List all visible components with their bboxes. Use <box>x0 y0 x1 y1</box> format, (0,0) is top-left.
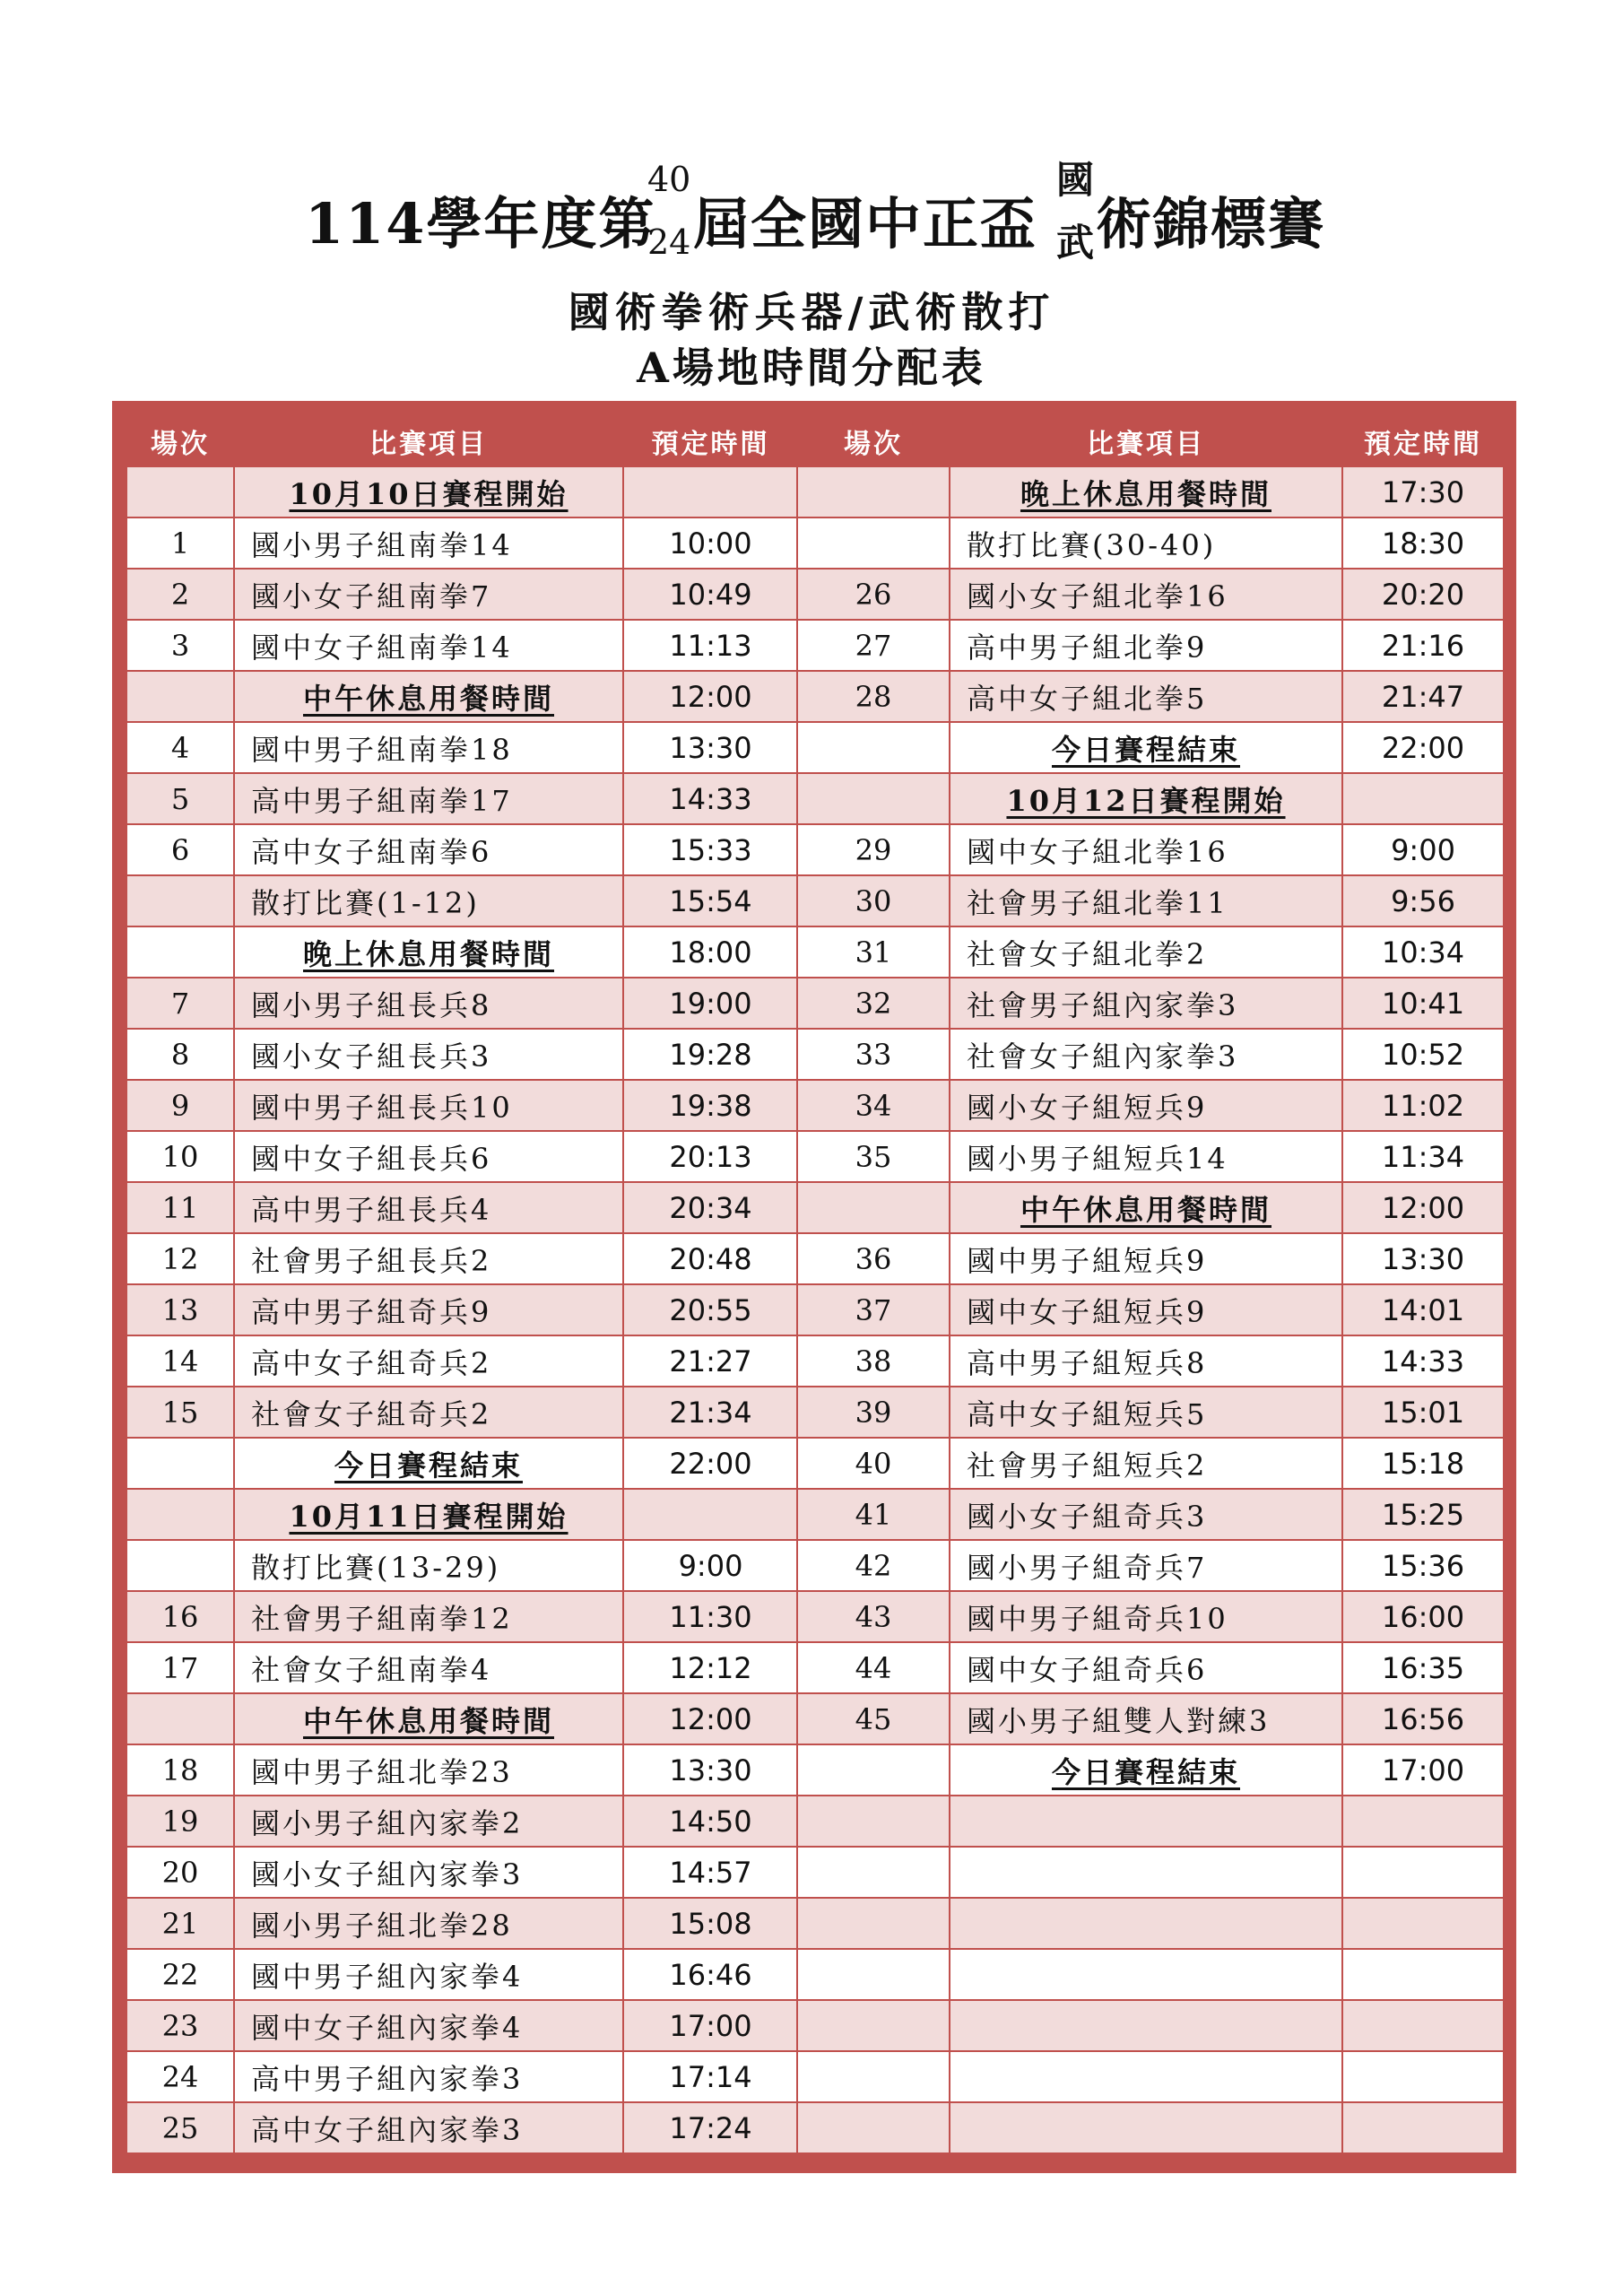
schedule-row <box>126 1744 798 1796</box>
schedule-row <box>797 824 1504 875</box>
event-name: 高中女子組短兵5 <box>950 1387 1342 1438</box>
schedule-row <box>126 1898 798 1949</box>
round-number <box>126 1693 234 1744</box>
scheduled-time: 13:30 <box>623 722 798 773</box>
scheduled-time: 15:01 <box>1342 1387 1504 1438</box>
schedule-row <box>797 1949 1504 2000</box>
round-number <box>797 466 950 517</box>
round-number: 45 <box>797 1693 950 1744</box>
scheduled-time: 14:33 <box>623 773 798 824</box>
round-number: 43 <box>797 1591 950 1642</box>
round-number: 33 <box>797 1029 950 1080</box>
round-number: 19 <box>126 1796 234 1847</box>
round-number: 23 <box>126 2000 234 2051</box>
round-number: 12 <box>126 1233 234 1284</box>
column-header-event: 比賽項目 <box>234 415 623 466</box>
schedule-row <box>797 926 1504 978</box>
scheduled-time: 19:00 <box>623 978 798 1029</box>
schedule-row <box>126 824 798 875</box>
venue-title: A場地時間分配表 <box>637 344 986 392</box>
round-number: 9 <box>126 1080 234 1131</box>
scheduled-time <box>1342 2000 1504 2051</box>
schedule-row <box>797 517 1504 569</box>
event-name <box>950 2102 1342 2153</box>
event-name: 國小男子組奇兵7 <box>950 1540 1342 1591</box>
event-name: 高中男子組內家拳3 <box>234 2051 623 2102</box>
round-number: 7 <box>126 978 234 1029</box>
schedule-section-row <box>126 926 798 978</box>
round-number: 41 <box>797 1489 950 1540</box>
scheduled-time: 9:56 <box>1342 875 1504 926</box>
round-number <box>126 466 234 517</box>
round-number <box>126 926 234 978</box>
event-name: 國中男子組奇兵10 <box>950 1591 1342 1642</box>
scheduled-time <box>1342 2102 1504 2153</box>
scheduled-time: 18:30 <box>1342 517 1504 569</box>
event-name: 國中男子組北拳23 <box>234 1744 623 1796</box>
event-name: 散打比賽(1-12) <box>234 875 623 926</box>
scheduled-time: 22:00 <box>623 1438 798 1489</box>
scheduled-time: 17:14 <box>623 2051 798 2102</box>
scheduled-time: 11:34 <box>1342 1131 1504 1182</box>
schedule-body-right <box>797 466 1504 2153</box>
event-name: 社會男子組短兵2 <box>950 1438 1342 1489</box>
round-number: 29 <box>797 824 950 875</box>
schedule-row <box>126 1335 798 1387</box>
schedule-section-row <box>797 1744 1504 1796</box>
scheduled-time: 20:55 <box>623 1284 798 1335</box>
document-subtitle: 國術拳術兵器/武術散打 <box>568 288 1055 336</box>
schedule-row <box>797 620 1504 671</box>
schedule-row <box>797 2051 1504 2102</box>
schedule-frame <box>112 401 1516 2173</box>
round-number: 39 <box>797 1387 950 1438</box>
round-number: 10 <box>126 1131 234 1182</box>
schedule-row <box>797 1080 1504 1131</box>
event-name: 散打比賽(30-40) <box>950 517 1342 569</box>
round-number <box>126 1438 234 1489</box>
schedule-row <box>126 1847 798 1898</box>
round-number <box>126 875 234 926</box>
section-label: 10月11日賽程開始 <box>234 1489 623 1540</box>
round-number: 15 <box>126 1387 234 1438</box>
round-number: 17 <box>126 1642 234 1693</box>
event-name: 國中男子組南拳18 <box>234 722 623 773</box>
scheduled-time: 12:00 <box>1342 1182 1504 1233</box>
round-number: 21 <box>126 1898 234 1949</box>
schedule-row <box>126 2051 798 2102</box>
event-name: 高中男子組南拳17 <box>234 773 623 824</box>
schedule-row <box>126 773 798 824</box>
round-number: 34 <box>797 1080 950 1131</box>
event-name: 國小女子組短兵9 <box>950 1080 1342 1131</box>
schedule-section-row <box>126 466 798 517</box>
section-label: 今日賽程結束 <box>234 1438 623 1489</box>
round-number: 18 <box>126 1744 234 1796</box>
scheduled-time: 10:49 <box>623 569 798 620</box>
header-row <box>126 415 798 466</box>
schedule-row <box>126 1642 798 1693</box>
schedule-row <box>797 1387 1504 1438</box>
round-number: 37 <box>797 1284 950 1335</box>
schedule-row <box>126 620 798 671</box>
scheduled-time: 17:00 <box>1342 1744 1504 1796</box>
schedule-row <box>126 1540 798 1591</box>
round-number: 4 <box>126 722 234 773</box>
event-name: 國中男子組短兵9 <box>950 1233 1342 1284</box>
schedule-row <box>126 1182 798 1233</box>
scheduled-time: 17:30 <box>1342 466 1504 517</box>
scheduled-time: 15:18 <box>1342 1438 1504 1489</box>
schedule-section-row <box>797 466 1504 517</box>
event-name: 社會女子組內家拳3 <box>950 1029 1342 1080</box>
event-name: 高中女子組奇兵2 <box>234 1335 623 1387</box>
scheduled-time: 14:01 <box>1342 1284 1504 1335</box>
schedule-row <box>126 1080 798 1131</box>
round-number <box>797 2051 950 2102</box>
round-number <box>797 1182 950 1233</box>
scheduled-time: 22:00 <box>1342 722 1504 773</box>
event-name: 國中女子組北拳16 <box>950 824 1342 875</box>
event-name: 社會男子組長兵2 <box>234 1233 623 1284</box>
schedule-row <box>797 1489 1504 1540</box>
round-number: 22 <box>126 1949 234 2000</box>
scheduled-time <box>1342 1949 1504 2000</box>
schedule-row <box>797 2102 1504 2153</box>
scheduled-time: 9:00 <box>623 1540 798 1591</box>
scheduled-time <box>623 466 798 517</box>
scheduled-time <box>1342 773 1504 824</box>
schedule-row <box>126 978 798 1029</box>
scheduled-time: 11:13 <box>623 620 798 671</box>
schedule-section-row <box>126 671 798 722</box>
title-prefix: 114學年度第 <box>305 191 656 257</box>
event-name: 國小男子組內家拳2 <box>234 1796 623 1847</box>
scheduled-time: 16:56 <box>1342 1693 1504 1744</box>
schedule-section-row <box>797 722 1504 773</box>
header-row <box>797 415 1504 466</box>
event-name: 高中女子組南拳6 <box>234 824 623 875</box>
scheduled-time: 17:00 <box>623 2000 798 2051</box>
round-number <box>797 2102 950 2153</box>
scheduled-time: 20:34 <box>623 1182 798 1233</box>
schedule-row <box>797 1591 1504 1642</box>
round-number: 11 <box>126 1182 234 1233</box>
round-number: 25 <box>126 2102 234 2153</box>
schedule-row <box>797 1233 1504 1284</box>
schedule-row <box>797 1438 1504 1489</box>
event-name: 社會男子組北拳11 <box>950 875 1342 926</box>
round-number <box>126 1540 234 1591</box>
schedule-row <box>797 1335 1504 1387</box>
schedule-row <box>797 1029 1504 1080</box>
scheduled-time: 11:30 <box>623 1591 798 1642</box>
event-name <box>950 1949 1342 2000</box>
schedule-row <box>797 671 1504 722</box>
schedule-row <box>126 2000 798 2051</box>
event-name: 國中男子組內家拳4 <box>234 1949 623 2000</box>
section-label: 10月10日賽程開始 <box>234 466 623 517</box>
schedule-row <box>126 722 798 773</box>
round-number: 6 <box>126 824 234 875</box>
event-name: 國小男子組北拳28 <box>234 1898 623 1949</box>
scheduled-time: 16:35 <box>1342 1642 1504 1693</box>
event-name: 高中男子組奇兵9 <box>234 1284 623 1335</box>
schedule-row <box>126 1591 798 1642</box>
round-number: 16 <box>126 1591 234 1642</box>
scheduled-time: 10:41 <box>1342 978 1504 1029</box>
scheduled-time: 15:36 <box>1342 1540 1504 1591</box>
round-number <box>797 1949 950 2000</box>
scheduled-time: 20:48 <box>623 1233 798 1284</box>
section-label: 今日賽程結束 <box>950 722 1342 773</box>
schedule-section-row <box>797 773 1504 824</box>
event-name: 國小男子組南拳14 <box>234 517 623 569</box>
schedule-row <box>797 1284 1504 1335</box>
schedule-row <box>797 1847 1504 1898</box>
section-label: 晚上休息用餐時間 <box>234 926 623 978</box>
round-number <box>797 1796 950 1847</box>
column-header-time: 預定時間 <box>623 415 798 466</box>
scheduled-time: 21:16 <box>1342 620 1504 671</box>
schedule-row <box>797 1898 1504 1949</box>
column-header-round: 場次 <box>126 415 234 466</box>
round-number: 26 <box>797 569 950 620</box>
scheduled-time: 15:08 <box>623 1898 798 1949</box>
section-label: 晚上休息用餐時間 <box>950 466 1342 517</box>
schedule-row <box>797 875 1504 926</box>
scheduled-time: 15:25 <box>1342 1489 1504 1540</box>
scheduled-time: 10:52 <box>1342 1029 1504 1080</box>
schedule-row <box>126 1233 798 1284</box>
round-number: 42 <box>797 1540 950 1591</box>
round-number: 35 <box>797 1131 950 1182</box>
event-name: 國中女子組短兵9 <box>950 1284 1342 1335</box>
schedule-row <box>126 1029 798 1080</box>
scheduled-time: 13:30 <box>623 1744 798 1796</box>
event-name: 高中男子組短兵8 <box>950 1335 1342 1387</box>
scheduled-time: 12:12 <box>623 1642 798 1693</box>
column-header-time: 預定時間 <box>1342 415 1504 466</box>
schedule-row <box>797 1642 1504 1693</box>
scheduled-time: 9:00 <box>1342 824 1504 875</box>
scheduled-time: 21:34 <box>623 1387 798 1438</box>
scheduled-time: 10:34 <box>1342 926 1504 978</box>
schedule-row <box>126 875 798 926</box>
schedule-section-row <box>126 1438 798 1489</box>
scheduled-time: 14:50 <box>623 1796 798 1847</box>
event-name: 高中女子組北拳5 <box>950 671 1342 722</box>
round-number <box>797 722 950 773</box>
event-name: 國小男子組短兵14 <box>950 1131 1342 1182</box>
event-name: 社會女子組南拳4 <box>234 1642 623 1693</box>
schedule-row <box>797 569 1504 620</box>
schedule-row <box>126 1387 798 1438</box>
event-name <box>950 2051 1342 2102</box>
scheduled-time <box>1342 1847 1504 1898</box>
event-name: 國小女子組內家拳3 <box>234 1847 623 1898</box>
event-name: 高中男子組長兵4 <box>234 1182 623 1233</box>
schedule-row <box>797 1540 1504 1591</box>
round-number: 20 <box>126 1847 234 1898</box>
event-name: 散打比賽(13-29) <box>234 1540 623 1591</box>
scheduled-time: 15:33 <box>623 824 798 875</box>
scheduled-time: 18:00 <box>623 926 798 978</box>
column-header-round: 場次 <box>797 415 950 466</box>
round-number: 31 <box>797 926 950 978</box>
schedule-row <box>797 1796 1504 1847</box>
event-name: 國小女子組奇兵3 <box>950 1489 1342 1540</box>
schedule-table-right <box>796 414 1505 2154</box>
scheduled-time: 19:28 <box>623 1029 798 1080</box>
title-stacked-top: 國 <box>1056 158 1095 202</box>
event-name <box>950 1847 1342 1898</box>
event-name <box>950 2000 1342 2051</box>
event-name: 高中男子組北拳9 <box>950 620 1342 671</box>
scheduled-time: 19:38 <box>623 1080 798 1131</box>
event-name <box>950 1898 1342 1949</box>
event-name: 國中男子組長兵10 <box>234 1080 623 1131</box>
round-number: 5 <box>126 773 234 824</box>
scheduled-time <box>1342 1796 1504 1847</box>
event-name: 國中女子組長兵6 <box>234 1131 623 1182</box>
scheduled-time <box>1342 1898 1504 1949</box>
title-stacked-bottom: 武 <box>1056 221 1095 265</box>
round-number <box>797 517 950 569</box>
schedule-row <box>797 2000 1504 2051</box>
schedule-body-left <box>126 466 798 2153</box>
schedule-table-left <box>126 414 799 2154</box>
event-name: 國中女子組南拳14 <box>234 620 623 671</box>
schedule-row <box>126 517 798 569</box>
round-number <box>797 1847 950 1898</box>
round-number: 30 <box>797 875 950 926</box>
section-label: 10月12日賽程開始 <box>950 773 1342 824</box>
title-edition-top: 40 <box>647 160 691 199</box>
event-name: 社會男子組南拳12 <box>234 1591 623 1642</box>
round-number <box>797 1898 950 1949</box>
round-number: 40 <box>797 1438 950 1489</box>
event-name: 國小女子組南拳7 <box>234 569 623 620</box>
round-number: 27 <box>797 620 950 671</box>
scheduled-time: 11:02 <box>1342 1080 1504 1131</box>
scheduled-time: 20:20 <box>1342 569 1504 620</box>
title-middle: 屆全國中正盃 <box>693 191 1038 257</box>
event-name: 國小男子組雙人對練3 <box>950 1693 1342 1744</box>
round-number <box>797 2000 950 2051</box>
section-label: 中午休息用餐時間 <box>234 1693 623 1744</box>
scheduled-time: 12:00 <box>623 1693 798 1744</box>
scheduled-time: 17:24 <box>623 2102 798 2153</box>
event-name <box>950 1796 1342 1847</box>
scheduled-time: 21:47 <box>1342 671 1504 722</box>
section-label: 中午休息用餐時間 <box>234 671 623 722</box>
round-number: 3 <box>126 620 234 671</box>
schedule-section-row <box>126 1489 798 1540</box>
event-name: 國小男子組長兵8 <box>234 978 623 1029</box>
round-number <box>797 1744 950 1796</box>
round-number: 28 <box>797 671 950 722</box>
scheduled-time: 15:54 <box>623 875 798 926</box>
schedule-section-row <box>126 1693 798 1744</box>
event-name: 高中女子組內家拳3 <box>234 2102 623 2153</box>
event-name: 社會女子組北拳2 <box>950 926 1342 978</box>
schedule-row <box>797 978 1504 1029</box>
scheduled-time <box>623 1489 798 1540</box>
event-name: 國小女子組北拳16 <box>950 569 1342 620</box>
event-name: 國中女子組內家拳4 <box>234 2000 623 2051</box>
round-number: 24 <box>126 2051 234 2102</box>
scheduled-time: 16:46 <box>623 1949 798 2000</box>
scheduled-time: 20:13 <box>623 1131 798 1182</box>
document-title <box>0 152 1623 278</box>
event-name: 社會女子組奇兵2 <box>234 1387 623 1438</box>
round-number <box>126 671 234 722</box>
section-label: 中午休息用餐時間 <box>950 1182 1342 1233</box>
section-label: 今日賽程結束 <box>950 1744 1342 1796</box>
round-number: 13 <box>126 1284 234 1335</box>
scheduled-time <box>1342 2051 1504 2102</box>
schedule-row <box>126 1796 798 1847</box>
round-number <box>797 773 950 824</box>
round-number: 14 <box>126 1335 234 1387</box>
schedule-row <box>797 1131 1504 1182</box>
schedule-section-row <box>797 1182 1504 1233</box>
title-suffix: 術錦標賽 <box>1096 191 1326 257</box>
column-header-event: 比賽項目 <box>950 415 1342 466</box>
round-number: 38 <box>797 1335 950 1387</box>
round-number: 36 <box>797 1233 950 1284</box>
scheduled-time: 12:00 <box>623 671 798 722</box>
schedule-row <box>126 569 798 620</box>
scheduled-time: 13:30 <box>1342 1233 1504 1284</box>
schedule-row <box>126 2102 798 2153</box>
round-number <box>126 1489 234 1540</box>
schedule-row <box>797 1693 1504 1744</box>
scheduled-time: 21:27 <box>623 1335 798 1387</box>
scheduled-time: 14:57 <box>623 1847 798 1898</box>
round-number: 2 <box>126 569 234 620</box>
schedule-row <box>126 1284 798 1335</box>
scheduled-time: 14:33 <box>1342 1335 1504 1387</box>
scheduled-time: 16:00 <box>1342 1591 1504 1642</box>
round-number: 8 <box>126 1029 234 1080</box>
event-name: 國中女子組奇兵6 <box>950 1642 1342 1693</box>
schedule-row <box>126 1949 798 2000</box>
scheduled-time: 10:00 <box>623 517 798 569</box>
round-number: 1 <box>126 517 234 569</box>
event-name: 社會男子組內家拳3 <box>950 978 1342 1029</box>
schedule-row <box>126 1131 798 1182</box>
round-number: 32 <box>797 978 950 1029</box>
round-number: 44 <box>797 1642 950 1693</box>
title-edition-bottom: 24 <box>647 222 691 262</box>
event-name: 國小女子組長兵3 <box>234 1029 623 1080</box>
